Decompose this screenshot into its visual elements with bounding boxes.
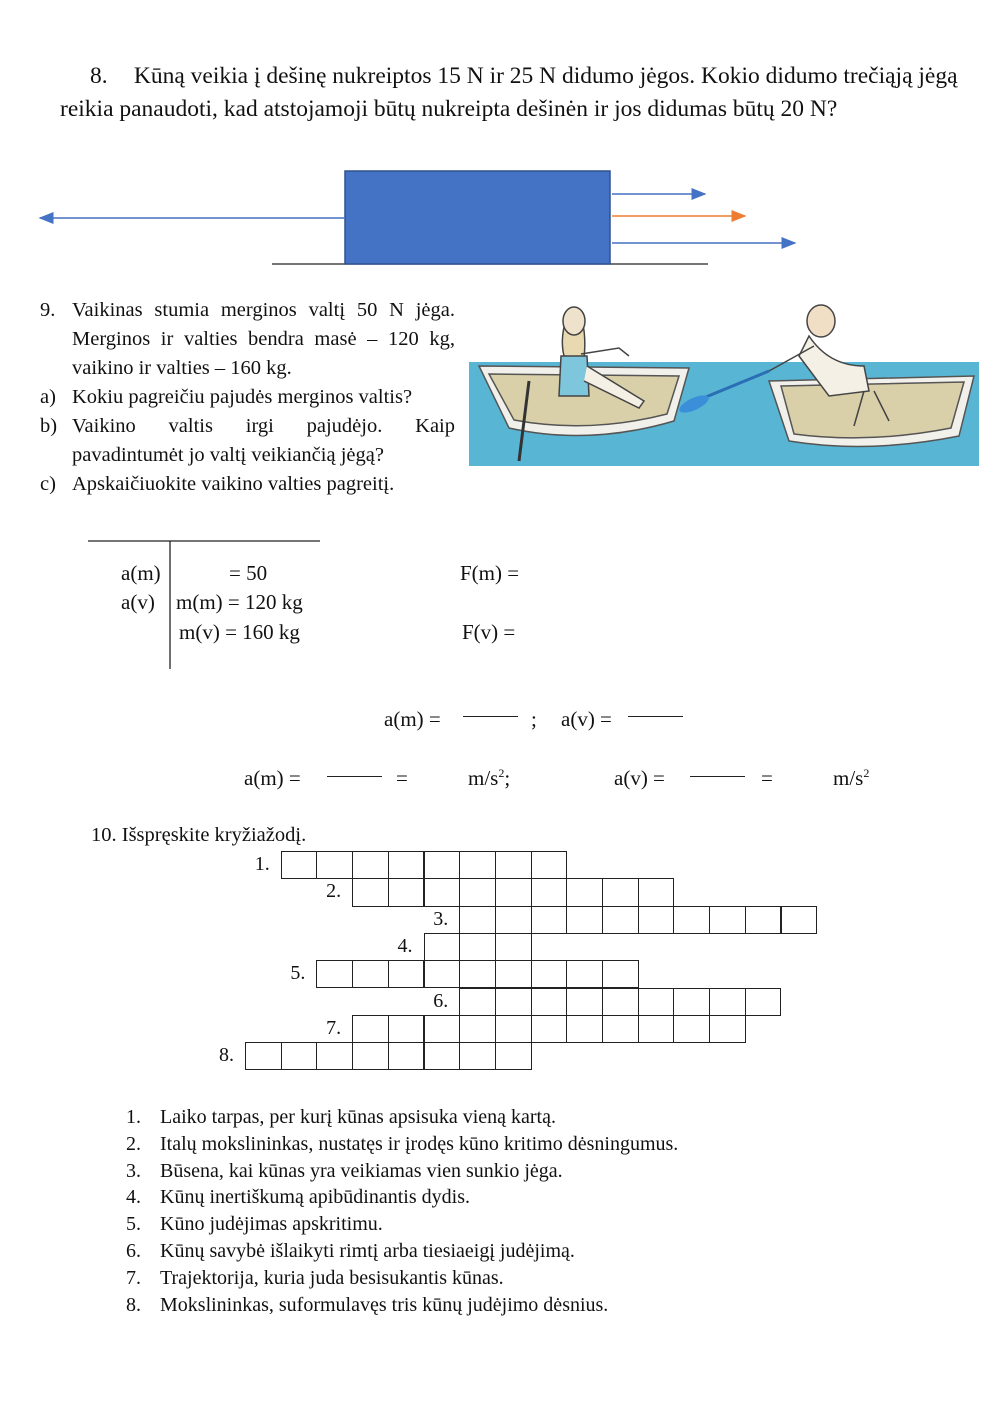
question-8 [60, 60, 965, 126]
force-boy-label: F(v) = [462, 620, 516, 644]
formula1-separator: ; [531, 707, 537, 731]
clue-list [120, 1104, 678, 1318]
formula2-unit2: $m/s^2$ [833, 766, 870, 790]
crossword-cell[interactable] [495, 851, 532, 879]
crossword-cell[interactable] [459, 878, 496, 906]
crossword-cell[interactable] [531, 851, 568, 879]
crossword-row-number: 8. [219, 1044, 234, 1067]
crossword-cell[interactable] [495, 960, 532, 988]
crossword-cell[interactable] [459, 960, 496, 988]
force-diagram [0, 165, 1000, 275]
fraction-line [628, 716, 683, 717]
crossword-cell[interactable] [673, 988, 710, 1016]
crossword-cell[interactable] [424, 1015, 461, 1043]
question-9 [40, 296, 455, 499]
clue-item: 2. Italų mokslininkas, nustatęs ir įrodęs kūno kritimo dėsningumus. [126, 1132, 679, 1155]
part-c-label: c) [40, 473, 56, 495]
crossword-cell[interactable] [316, 851, 353, 879]
given-mass-girl: m(m) = 120 kg [176, 590, 303, 614]
crossword-cell[interactable] [602, 878, 639, 906]
clue-item: 7. Trajektorija, kuria juda besisukantis kūnas. [126, 1266, 504, 1289]
question-9-intro: Vaikinas stumia merginos valtį 50 N jėga. Merginos ir valties bendra masė – 120 kg, vaikino ir valties – 160 kg. [72, 299, 455, 379]
crossword-cell[interactable] [531, 878, 568, 906]
formula1-a-m: a(m) = [384, 707, 441, 731]
crossword-cell[interactable] [459, 933, 496, 961]
crossword-cell[interactable] [566, 960, 603, 988]
crossword-cell[interactable] [602, 1015, 639, 1043]
crossword-cell[interactable] [566, 906, 603, 934]
clue-item: 5. Kūno judėjimas apskritimu. [126, 1213, 383, 1236]
crossword-cell[interactable] [566, 1015, 603, 1043]
blue-block [345, 171, 610, 264]
crossword-cell[interactable] [459, 988, 496, 1016]
crossword-cell[interactable] [602, 906, 639, 934]
crossword-cell[interactable] [709, 906, 746, 934]
question-10-title: 10. Išspręskite kryžiažodį. [91, 824, 307, 846]
crossword-cell[interactable] [781, 906, 818, 934]
crossword-cell[interactable] [531, 906, 568, 934]
crossword-cell[interactable] [424, 851, 461, 879]
crossword-row-number: 6. [433, 989, 449, 1012]
crossword-cell[interactable] [316, 960, 353, 988]
formula2-eq2: = [761, 766, 773, 790]
clue-item: 8. Mokslininkas, suformulavęs tris kūnų judėjimo dėsnius. [126, 1293, 609, 1316]
crossword-cell[interactable] [638, 1015, 675, 1043]
crossword-cell[interactable] [638, 988, 675, 1016]
clue-item: 1. Laiko tarpas, per kurį kūnas apsisuka vieną kartą. [126, 1106, 556, 1128]
crossword-cell[interactable] [495, 1042, 532, 1070]
crossword-cell[interactable] [388, 960, 425, 988]
part-b-text: Vaikino valtis irgi pajudėjo. Kaip pavadintumėt jo valtį veikiančią jėgą? [72, 415, 455, 466]
boy-boat [769, 376, 974, 446]
crossword-cell[interactable] [388, 1042, 425, 1070]
crossword-cell[interactable] [424, 878, 461, 906]
crossword-cell[interactable] [495, 933, 532, 961]
crossword-cell[interactable] [638, 906, 675, 934]
part-c-text: Apskaičiuokite vaikino valties pagreitį. [72, 473, 395, 495]
formula2-a-v: a(v) = [614, 766, 665, 790]
crossword-cell[interactable] [745, 906, 782, 934]
crossword-cell[interactable] [352, 960, 389, 988]
crossword-cell[interactable] [638, 878, 675, 906]
unknown-a-v: a(v) [121, 590, 155, 614]
crossword-cell[interactable] [602, 960, 639, 988]
given-force: = 50 [229, 561, 268, 585]
crossword-cell[interactable] [602, 988, 639, 1016]
crossword-cell[interactable] [424, 933, 461, 961]
crossword-row-number: 1. [254, 853, 270, 875]
fraction-line [690, 776, 745, 777]
fraction-line [327, 776, 382, 777]
question-9-number: 9. [40, 299, 56, 321]
crossword-cell[interactable] [673, 906, 710, 934]
formula1-a-v: a(v) = [561, 707, 612, 731]
crossword-cell[interactable] [495, 988, 532, 1016]
crossword-cell[interactable] [281, 851, 318, 879]
part-a-text: Kokiu pagreičiu pajudės merginos valtis? [72, 386, 413, 408]
crossword-cell[interactable] [424, 1042, 461, 1070]
formula2-a-m: a(m) = [244, 766, 301, 790]
part-b-label: b) [40, 415, 58, 437]
crossword-cell[interactable] [673, 1015, 710, 1043]
crossword-cell[interactable] [459, 1015, 496, 1043]
boats-illustration [469, 296, 979, 466]
crossword-row-number: 7. [326, 1016, 342, 1039]
part-a-label: a) [40, 386, 56, 408]
clue-item: 6. Kūnų savybė išlaikyti rimtį arba tiesiaeigį judėjimą. [126, 1239, 575, 1262]
fraction-line [463, 716, 518, 717]
crossword-cell[interactable] [531, 988, 568, 1016]
crossword-cell[interactable] [388, 1015, 425, 1043]
crossword-cell[interactable] [531, 960, 568, 988]
question-8-number: 8. [90, 63, 108, 89]
crossword-cell[interactable] [281, 1042, 318, 1070]
crossword-cell[interactable] [245, 1042, 282, 1070]
crossword-cell[interactable] [352, 1042, 389, 1070]
crossword-cell[interactable] [316, 1042, 353, 1070]
crossword-cell[interactable] [459, 851, 496, 879]
crossword-cell[interactable] [388, 851, 425, 879]
crossword-cell[interactable] [388, 878, 425, 906]
question-8-text: Kūną veikia į dešinę nukreiptos 15 N ir 25 N didumo jėgos. Kokio didumo trečiąją jėgą reikia panaudoti, kad atstojamoji būtų nukreipta dešinėn ir jos didumas būtų 20 N? [60, 63, 958, 122]
crossword-row-number: 4. [397, 934, 413, 957]
crossword-cell[interactable] [424, 960, 461, 988]
crossword-row-number: 5. [290, 962, 306, 985]
crossword-cell[interactable] [745, 988, 782, 1016]
crossword-row-number: 2. [326, 880, 342, 903]
given-mass-boy: m(v) = 160 kg [179, 620, 300, 644]
crossword-cell[interactable] [352, 851, 389, 879]
crossword-cell[interactable] [495, 906, 532, 934]
crossword-cell[interactable] [709, 1015, 746, 1043]
crossword-cell[interactable] [531, 1015, 568, 1043]
crossword-cell[interactable] [459, 1042, 496, 1070]
crossword-cell[interactable] [495, 878, 532, 906]
crossword-cell[interactable] [495, 1015, 532, 1043]
force-girl-label: F(m) = [460, 561, 520, 585]
crossword-row-number: 3. [433, 907, 449, 930]
clue-item: 4. Kūnų inertiškumą apibūdinantis dydis. [126, 1186, 470, 1209]
crossword-cell[interactable] [459, 906, 496, 934]
formula2-eq1: = [396, 766, 408, 790]
crossword-cell[interactable] [709, 988, 746, 1016]
crossword-cell[interactable] [566, 878, 603, 906]
unknown-a-m: a(m) [121, 561, 161, 585]
crossword-cell[interactable] [352, 878, 389, 906]
formula2-unit1: $m/s^2$; [468, 766, 511, 790]
crossword-cell[interactable] [352, 1015, 389, 1043]
crossword-cell[interactable] [566, 988, 603, 1016]
clue-item: 3. Būsena, kai kūnas yra veikiamas vien sunkio jėga. [126, 1159, 563, 1182]
